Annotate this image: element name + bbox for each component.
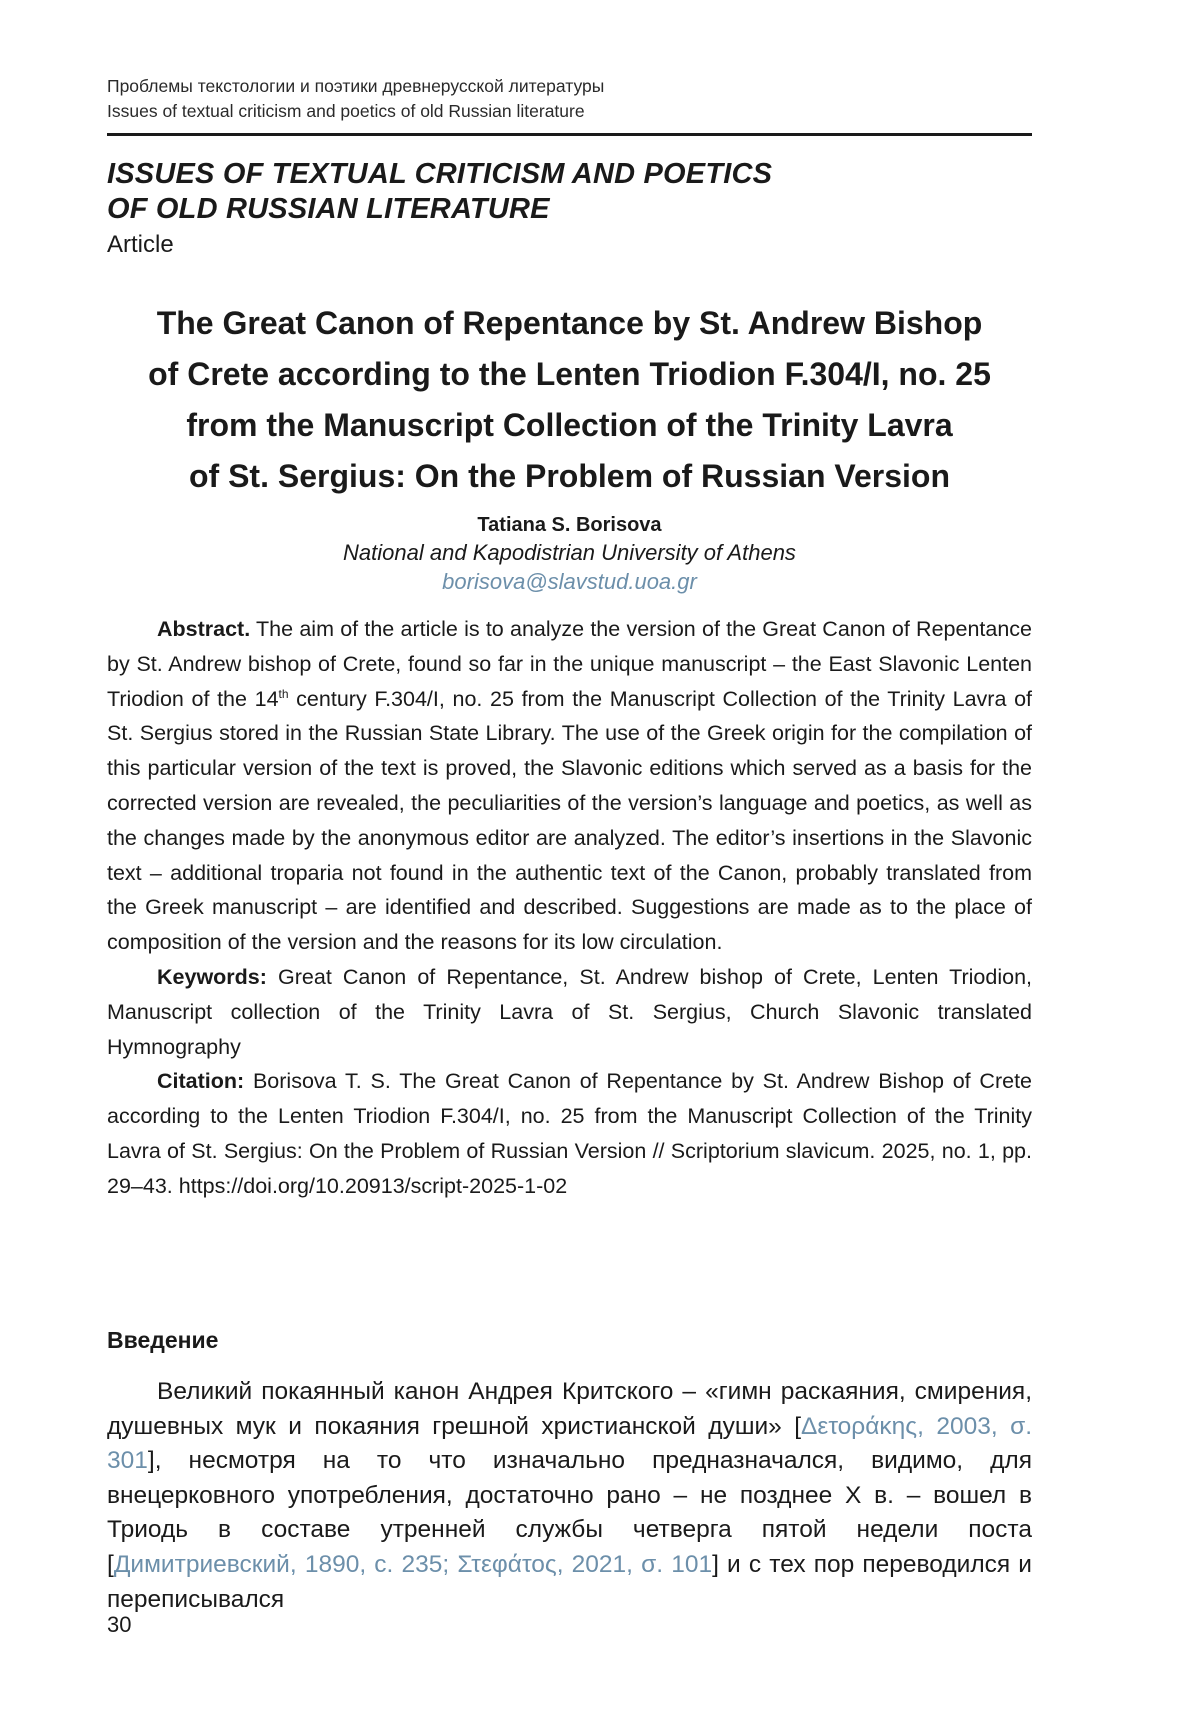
author-name: Tatiana S. Borisova <box>477 514 662 536</box>
abstract-text-a: The aim of the article is to analyze the version of the Great Canon of Repentance by St. Andrew bishop of Crete, found so far in the unique manuscript – the East Slavonic Lenten Triodion of the 14 <box>107 617 1032 711</box>
running-header-ru: Проблемы текстологии и поэтики древнерусской литературы <box>107 76 605 96</box>
reference-link[interactable]: Δετοράκης, 2003, σ. 301 <box>107 1412 1033 1475</box>
keywords-text: Great Canon of Repentance, St. Andrew bishop of Crete, Lenten Triodion, Manuscript collection of the Trinity Lavra of St. Sergius, Church Slavonic translated Hymnography <box>107 964 1032 1059</box>
section-title <box>107 157 1032 227</box>
article-title-line: of St. Sergius: On the Problem of Russian Version <box>188 458 950 494</box>
intro-heading: Введение <box>107 1327 219 1353</box>
running-header <box>107 74 1032 124</box>
reference-link[interactable]: Димитриевский, 1890, с. 235; Στεφάτος, 2021, σ. 101 <box>113 1550 713 1578</box>
abstract-text-b: century F.304/I, no. 25 from the Manuscript Collection of the Trinity Lavra of St. Sergius stored in the Russian State Library. The use of the Greek origin for the compilation of this particular version of the text is proved, the Slavonic editions which served as a basis for the corrected version are revealed, the peculiarities of the version’s language and poetics, as well as the changes made by the anonymous editor are analyzed. The editor’s insertions in the Slavonic text – additional troparia not found in the authentic text of the Canon, probably translated from the Greek manuscript – are identified and described. Suggestions are made as to the place of composition of the version and the reasons for its low circulation. <box>107 686 1032 955</box>
section-title-line2: OF OLD RUSSIAN LITERATURE <box>107 193 550 225</box>
intro-text-b: ], несмотря на то что изначально предназначался, видимо, для внецерковного употребления, достаточно рано – не позднее X в. – вошел в Триодь в составе утренней службы четверга пятой недели поста [ <box>107 1447 1032 1578</box>
author-email-link[interactable]: borisova@slavstud.uoa.gr <box>442 569 697 594</box>
citation-label: Citation: <box>157 1069 245 1094</box>
citation-text: Borisova T. S. The Great Canon of Repentance by St. Andrew Bishop of Crete according to the Lenten Triodion F.304/I, no. 25 from the Manuscript Collection of the Trinity Lavra of St. Sergius: On the Problem of Russian Version // Scriptorium slavicum. 2025, no. 1, pp. 29–43. https://doi.org/10.20913/script-2025-1-02 <box>107 1069 1032 1198</box>
abstract-block <box>107 612 1032 1204</box>
page-number: 30 <box>107 1612 132 1637</box>
article-title-line: The Great Canon of Repentance by St. Andrew Bishop <box>156 305 983 341</box>
abstract-superscript: th <box>278 686 289 701</box>
running-header-en: Issues of textual criticism and poetics of old Russian literature <box>107 101 585 121</box>
article-title-line: of Crete according to the Lenten Triodion F.304/I, no. 25 <box>148 356 991 392</box>
citation-paragraph <box>107 1064 1032 1203</box>
article-title-line: from the Manuscript Collection of the Trinity Lavra <box>186 407 953 443</box>
article-type-label: Article <box>107 231 174 258</box>
author-affiliation: National and Kapodistrian University of Athens <box>343 540 796 565</box>
keywords-label: Keywords: <box>157 964 267 989</box>
author-block <box>107 512 1032 596</box>
intro-text-c: ] и с тех пор переводился и переписывался <box>107 1550 1032 1613</box>
abstract-paragraph <box>107 612 1032 960</box>
header-divider <box>107 133 1032 136</box>
intro-text-a: Великий покаянный канон Андрея Критского – «гимн раскаяния, смирения, душевных мук и покаяния грешной христианской души» [ <box>107 1378 1032 1440</box>
intro-body <box>107 1375 1032 1617</box>
intro-paragraph <box>107 1375 1032 1617</box>
keywords-paragraph <box>107 960 1032 1064</box>
section-title-line1: ISSUES OF TEXTUAL CRITICISM AND POETICS <box>107 158 773 190</box>
abstract-label: Abstract. <box>157 617 251 641</box>
article-title <box>107 298 1032 502</box>
